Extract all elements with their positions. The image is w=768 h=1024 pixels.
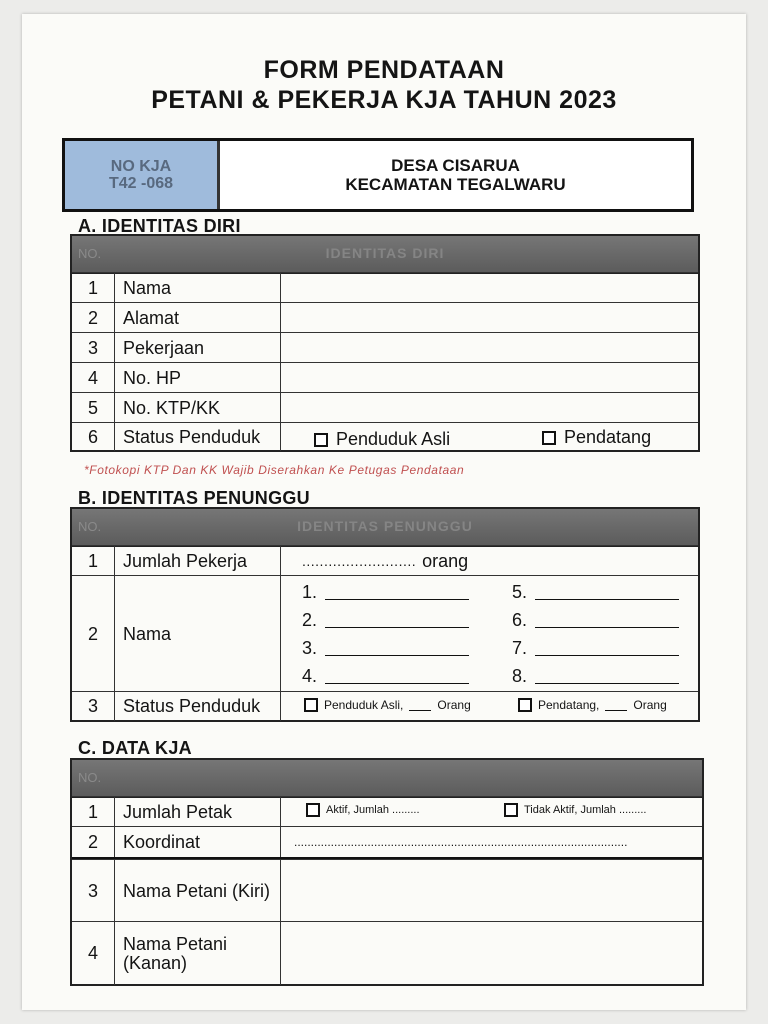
table-row [72,272,698,303]
option-label: Pendatang [564,427,652,447]
form-subtitle: PETANI & PEKERJA KJA TAHUN 2023 [151,86,617,114]
table-row [72,691,698,721]
header-box [62,138,694,212]
orang-label: Orang [633,698,667,712]
row-number: 1 [72,546,115,576]
location-block [220,141,691,209]
option-label: Aktif, Jumlah ......... [326,804,420,816]
table-row [72,362,698,393]
checkbox-icon[interactable] [542,431,556,445]
row-label: Status Penduduk [115,692,281,721]
nama-petani-kiri-field[interactable] [282,860,702,922]
alamat-field[interactable] [282,303,698,333]
no-kja-label: NO KJA [110,158,172,175]
blank-line [535,641,679,656]
name-line-6[interactable] [512,610,679,631]
option-penduduk-asli[interactable] [304,698,471,712]
no-kja-stamp [65,141,220,209]
table-row [72,575,698,692]
row-number: 5 [72,393,115,423]
row-number: 3 [72,692,115,721]
row-label: Pekerjaan [115,333,281,363]
section-c-title: C. DATA KJA [78,738,192,758]
row-number: 2 [72,303,115,333]
option-aktif[interactable] [306,803,420,817]
fotokopi-note: *Fotokopi KTP Dan KK Wajib Diserahkan Ke Petugas Pendataan [84,463,465,477]
row-number: 3 [72,333,115,363]
checkbox-icon[interactable] [304,698,318,712]
col-no-label: NO. [78,246,102,261]
name-line-1[interactable] [302,582,469,603]
no-kja-value: T42 -068 [108,175,174,192]
name-number: 1. [302,582,318,602]
row-label: No. HP [115,363,281,393]
section-c-header [72,760,702,798]
row-number: 4 [72,363,115,393]
desa-label: DESA CISARUA [391,156,520,175]
row-label: Nama [115,273,281,303]
table-row [72,796,702,827]
section-a-title: A. IDENTITAS DIRI [78,216,241,236]
table-row [72,422,698,451]
section-b-title: B. IDENTITAS PENUNGGU [78,488,310,508]
row-number: 1 [72,273,115,303]
option-label: Tidak Aktif, Jumlah ......... [524,804,647,816]
name-number: 2. [302,610,318,630]
row-label: Koordinat [115,827,281,857]
blank-line [535,669,679,684]
section-b-header [72,509,698,547]
name-line-2[interactable] [302,610,469,631]
section-b-table [70,507,700,722]
dotted-blank: .................................................................................................... [294,835,628,849]
name-number: 7. [512,638,528,658]
checkbox-icon[interactable] [314,433,328,447]
unit-label: orang [422,550,469,571]
row-number: 2 [72,576,115,692]
option-tidak-aktif[interactable] [504,803,646,817]
option-label: Penduduk Asli [336,429,451,449]
blank-line [325,641,469,656]
table-row [72,302,698,333]
option-penduduk-asli[interactable] [314,429,450,450]
col-header-label: IDENTITAS PENUNGGU [297,518,473,534]
name-number: 8. [512,666,528,686]
name-number: 5. [512,582,528,602]
status-options [282,692,698,721]
row-label: No. KTP/KK [115,393,281,423]
jumlah-pekerja-field[interactable] [282,546,698,576]
name-number: 4. [302,666,318,686]
row-number: 3 [72,860,115,922]
pekerjaan-field[interactable] [282,333,698,363]
status-options [282,423,698,451]
checkbox-icon[interactable] [518,698,532,712]
name-line-4[interactable] [302,666,469,687]
col-no-label: NO. [78,519,102,534]
blank-line [605,700,627,711]
kecamatan-label: KECAMATAN TEGALWARU [345,175,566,194]
name-number: 6. [512,610,528,630]
jumlah-petak-options [282,797,702,827]
row-label: Alamat [115,303,281,333]
name-number: 3. [302,638,318,658]
table-row [72,859,702,922]
name-line-5[interactable] [512,582,679,603]
checkbox-icon[interactable] [504,803,518,817]
orang-label: Orang [437,698,471,712]
option-pendatang[interactable] [518,698,667,712]
name-line-7[interactable] [512,638,679,659]
nama-field[interactable] [282,273,698,303]
table-row [72,545,698,576]
col-header-label: IDENTITAS DIRI [325,245,445,261]
blank-line [325,613,469,628]
row-number: 4 [72,922,115,985]
section-c-table [70,758,704,986]
checkbox-icon[interactable] [306,803,320,817]
no-hp-field[interactable] [282,363,698,393]
row-label: Jumlah Petak [115,797,281,827]
table-row [72,392,698,423]
row-label: Jumlah Pekerja [115,546,281,576]
row-label: Nama Petani (Kiri) [115,860,281,922]
option-label: Penduduk Asli, [324,698,404,712]
col-no-label: NO. [78,770,102,785]
form-title: FORM PENDATAAN [263,56,505,84]
name-line-8[interactable] [512,666,679,687]
option-pendatang[interactable] [542,427,651,448]
section-a-header [72,236,698,274]
name-line-3[interactable] [302,638,469,659]
table-row [72,332,698,363]
blank-line [535,613,679,628]
table-row [72,826,702,860]
dotted-blank: .......................... [302,553,417,569]
blank-line [535,585,679,600]
row-number: 1 [72,797,115,827]
row-number: 2 [72,827,115,857]
names-field [282,576,698,692]
ktp-kk-field[interactable] [282,393,698,423]
koordinat-field[interactable] [282,827,702,857]
blank-line [325,669,469,684]
blank-line [325,585,469,600]
blank-line [409,700,431,711]
row-label: Nama [115,576,281,692]
row-label: Status Penduduk [115,423,281,451]
nama-petani-kanan-field[interactable] [282,922,702,985]
row-label: Nama Petani (Kanan) [115,922,281,985]
section-a-table [70,234,700,452]
row-number: 6 [72,423,115,451]
option-label: Pendatang, [538,698,600,712]
table-row [72,921,702,985]
